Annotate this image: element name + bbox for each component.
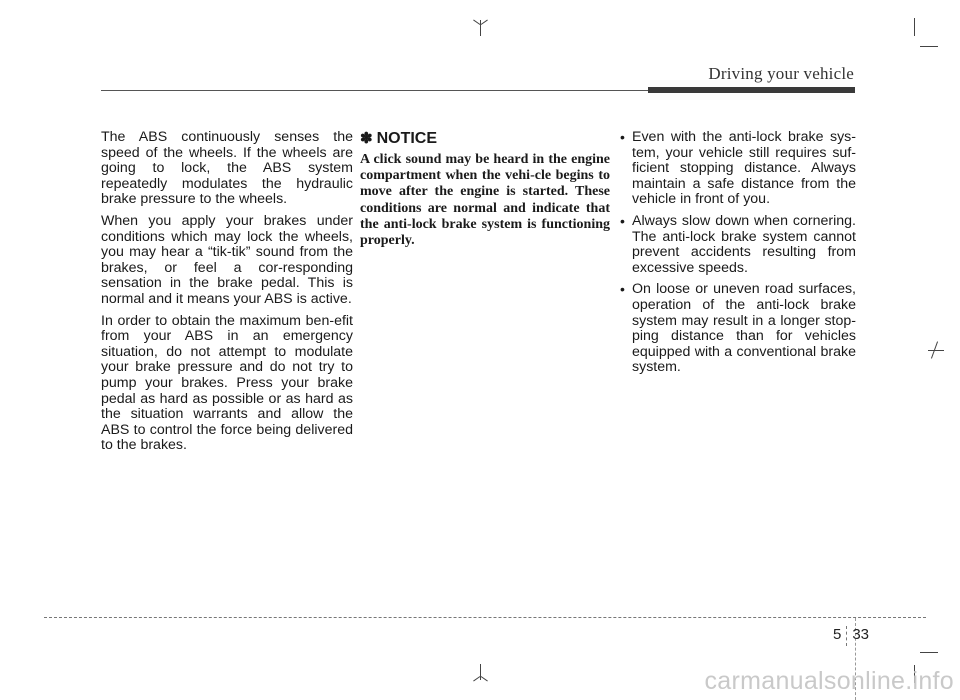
bullet-text: Always slow down when cornering. The anti-lock brake system cannot prevent accidents resulting from excessive speeds. xyxy=(632,212,856,276)
page-number-separator xyxy=(846,626,847,646)
footer-divider xyxy=(44,617,926,618)
list-item xyxy=(616,282,856,376)
bullet-icon: • xyxy=(620,281,625,298)
header-bar xyxy=(648,87,855,93)
asterisk-icon: ✽ xyxy=(360,130,373,147)
list-item xyxy=(616,130,856,208)
bullet-icon: • xyxy=(620,129,625,145)
notice-heading xyxy=(360,130,610,148)
page-number xyxy=(833,626,869,646)
page-number-value: 33 xyxy=(852,626,870,643)
column-safety-tips xyxy=(616,130,856,382)
bullet-text: On loose or uneven road surfaces, operation of the anti-lock brake system may result in a longer stop-ping distance than for vehicles equipped with a conventional brake system. xyxy=(632,281,856,376)
paragraph: In order to obtain the maximum ben-efit from your ABS in an emergency situation, do not attempt to modulate your brake pressure and do not try to pump your brakes. Press your brake pedal as hard as possible or as hard as the situation warrants and allow the ABS to control the force being delivered to the brakes. xyxy=(101,312,353,454)
column-abs-description xyxy=(101,130,353,460)
notice-title: NOTICE xyxy=(376,130,438,147)
chapter-title: Driving your vehicle xyxy=(708,64,854,83)
paragraph: The ABS continuously senses the speed of the wheels. If the wheels are going to lock, the ABS system repeatedly modulates the hydraulic brake pressure to the wheels. xyxy=(101,129,353,208)
bullet-list xyxy=(616,130,856,376)
notice-body: A click sound may be heard in the engine compartment when the vehi-cle begins to move after the engine is started. These conditions are normal and indicate that the anti-lock brake system is functioning properly. xyxy=(360,152,610,249)
bullet-text: Even with the anti-lock brake sys-tem, your vehicle still requires suf-ficient stopping distance. Always maintain a safe distance from the vehicle in front of you. xyxy=(632,129,856,208)
list-item xyxy=(616,214,856,276)
bullet-icon: • xyxy=(620,212,625,229)
notice-box xyxy=(360,130,610,249)
watermark: carmanualsonline.info xyxy=(704,667,954,695)
chapter-number: 5 xyxy=(833,626,842,643)
paragraph: When you apply your brakes under conditions which may lock the wheels, you may hear a “tik-tik” sound from the brakes, or feel a cor-responding sensation in the brake pedal. This is normal and it means your ABS is active. xyxy=(101,212,353,307)
